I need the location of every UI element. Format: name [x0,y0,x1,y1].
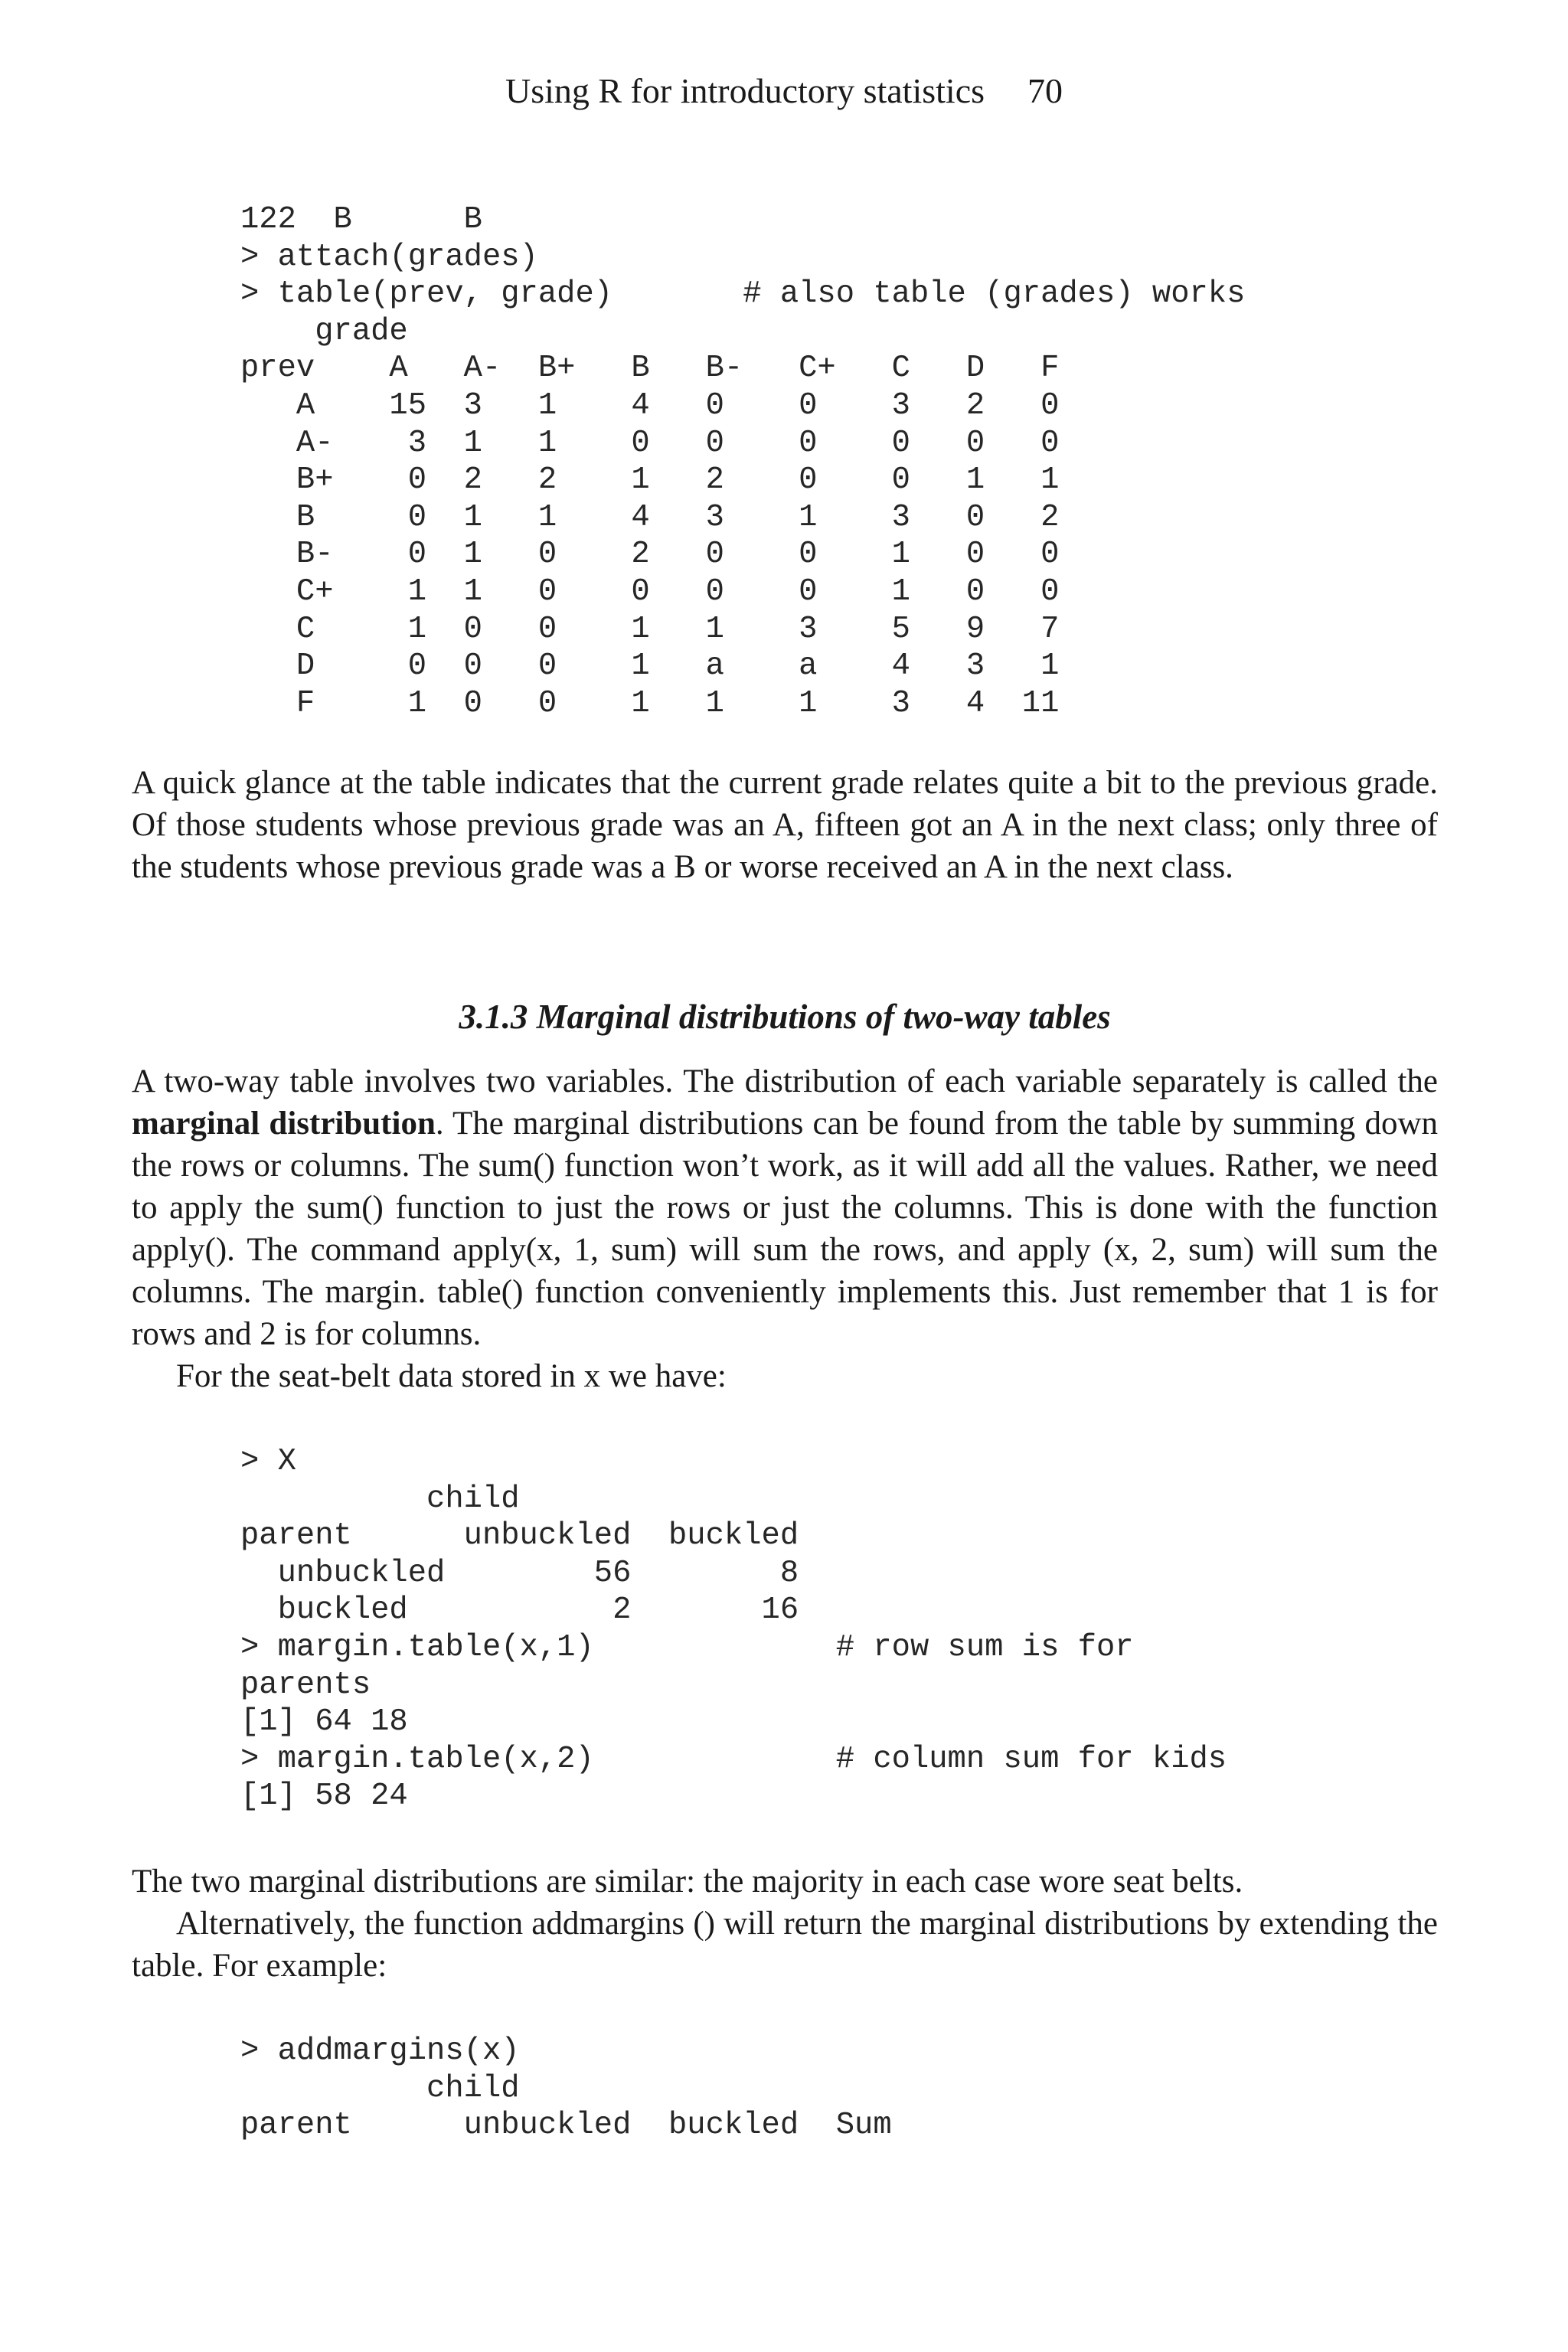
running-head-title: Using R for introductory statistics [505,71,985,110]
code-line: D 0 0 0 1 a a 4 3 1 [240,648,1060,684]
paragraph-marginal-similar: The two marginal distributions are similar: the majority in each case wore seat belts. [132,1864,1243,1900]
code-line: > margin.table(x,2) # column sum for kids [240,1741,1227,1777]
code-line: 122 B B [240,202,482,237]
code-line: [1] 58 24 [240,1779,408,1815]
paragraph-addmargins: Alternatively, the function addmargins () will return the marginal distributions by extending the table. For example: [132,1906,1438,1984]
code-line: A 15 3 1 4 0 0 3 2 0 [240,387,1060,423]
running-head [0,70,1568,111]
code-block-addmargins [240,2033,892,2145]
code-line: > addmargins(x) [240,2034,520,2069]
page-number: 70 [1027,71,1063,110]
code-line: prev A A- B+ B B- C+ C D F [240,351,1060,387]
code-line: > margin.table(x,1) # row sum is for [240,1629,1134,1665]
code-line: > attach(grades) [240,239,538,275]
code-line: > X [240,1444,296,1479]
code-line: C+ 1 1 0 0 0 0 1 0 0 [240,573,1060,609]
code-line: [1] 64 18 [240,1704,408,1740]
code-line: unbuckled 56 8 [240,1555,799,1591]
code-line: child [240,2070,520,2106]
paragraph-seat-belt-intro: For the seat-belt data stored in x we have: [176,1358,727,1394]
section-heading: 3.1.3 Marginal distributions of two-way tables [459,998,1111,1036]
term-marginal-distribution: marginal distribution [132,1106,436,1142]
code-line: parent unbuckled buckled Sum [240,2108,892,2144]
code-line: B- 0 1 0 2 0 0 1 0 0 [240,537,1060,573]
code-line: A- 3 1 1 0 0 0 0 0 0 [240,425,1060,461]
paragraph-quick-glance: A quick glance at the table indicates that the current grade relates quite a bit to the previous grade. Of those students whose previous grade was an A, fifteen got an A in the next class; only three of the students whose previous grade was a B or worse received an A in the next class. [132,765,1438,885]
code-line: child [240,1481,520,1517]
paragraph-text: A two-way table involves two variables. The distribution of each variable separately is called the [132,1063,1438,1099]
code-line: grade [240,313,408,349]
paragraph-text: . The marginal distributions can be found from the table by summing down the rows or columns. The sum() function won’t work, as it will add all the values. Rather, we need to apply the sum() function to just the rows or just the columns. This is done with the function apply(). The command apply(x, 1, sum) will sum the rows, and apply (x, 2, sum) will sum the columns. The margin. table() function conveniently implements this. Just remember that 1 is for rows and 2 is for columns. [132,1106,1438,1352]
code-line: B+ 0 2 2 1 2 0 0 1 1 [240,462,1060,498]
paragraph-marginal-distribution [132,1060,1438,1355]
code-block-seat-belt [240,1443,1227,1815]
code-line: parent unbuckled buckled [240,1518,799,1554]
code-line: > table(prev, grade) # also table (grades) works [240,276,1246,312]
code-line: F 1 0 0 1 1 1 3 4 11 [240,685,1060,721]
code-line: parents [240,1667,371,1703]
code-line: B 0 1 1 4 3 1 3 0 2 [240,499,1060,535]
code-block-grades-table [240,201,1245,722]
code-line: C 1 0 0 1 1 3 5 9 7 [240,611,1060,647]
code-line: buckled 2 16 [240,1592,799,1628]
